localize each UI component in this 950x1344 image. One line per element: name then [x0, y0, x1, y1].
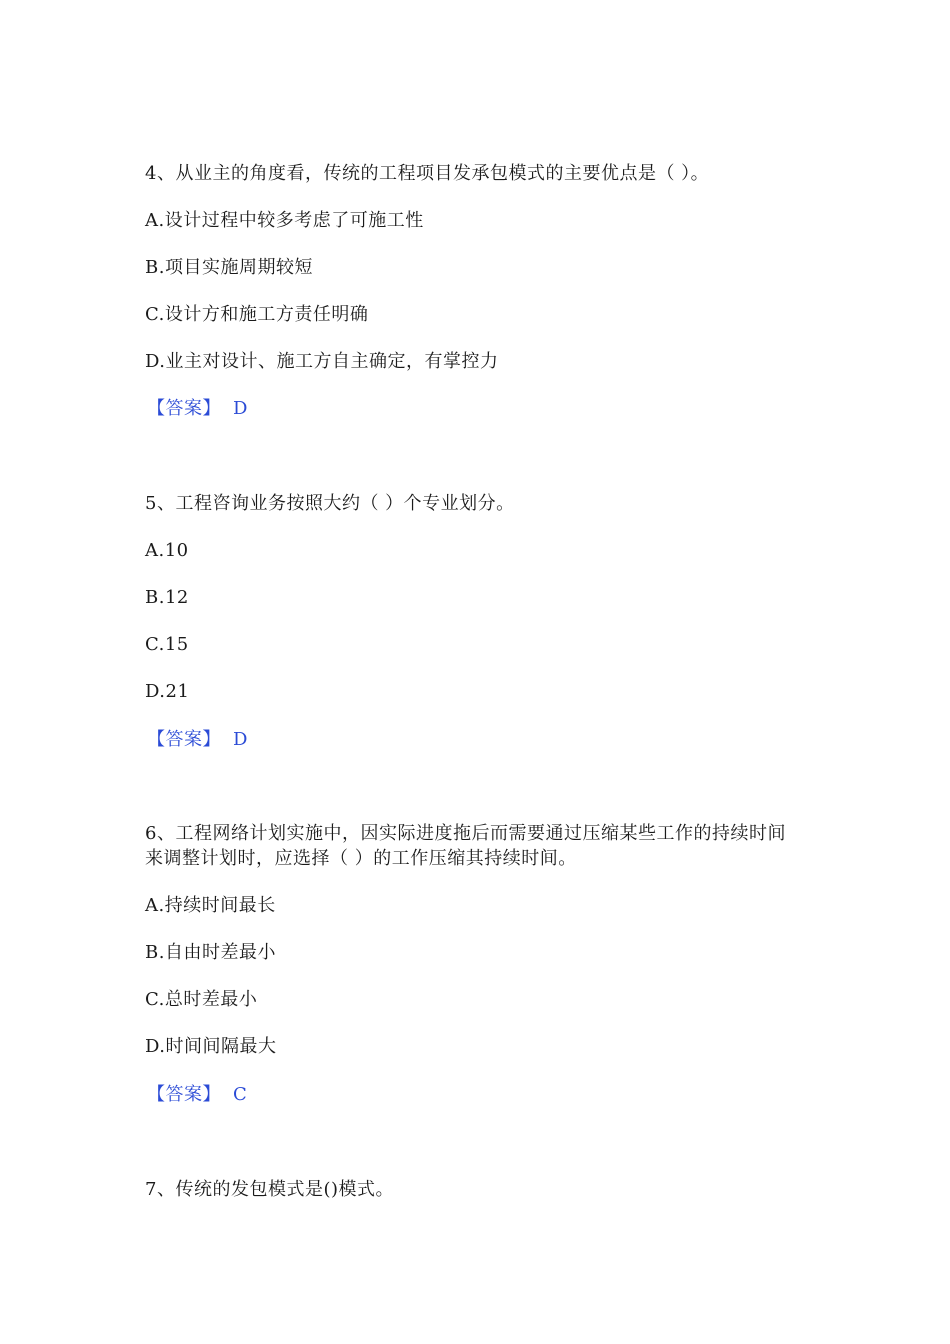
question-5-option-c: C.15	[145, 634, 189, 655]
question-6-answer	[147, 1081, 247, 1109]
question-6-stem-line-1: 6、工程网络计划实施中，因实际进度拖后而需要通过压缩某些工作的持续时间	[145, 823, 786, 844]
question-5-option-a: A.10	[145, 540, 189, 561]
question-4-answer	[147, 395, 248, 423]
question-4-option-c: C.设计方和施工方责任明确	[145, 304, 369, 325]
question-5-stem: 5、工程咨询业务按照大约（ ）个专业划分。	[145, 493, 515, 514]
answer-value: D	[233, 398, 248, 419]
question-5-option-b: B.12	[145, 587, 189, 608]
question-4-option-a: A.设计过程中较多考虑了可施工性	[145, 210, 424, 231]
answer-label: 【答案】	[147, 729, 221, 750]
question-6-option-b: B.自由时差最小	[145, 942, 276, 963]
question-5-answer	[147, 726, 248, 754]
question-6-option-a: A.持续时间最长	[145, 895, 276, 916]
question-7-stem: 7、传统的发包模式是()模式。	[145, 1179, 394, 1200]
answer-value: D	[233, 729, 248, 750]
answer-label: 【答案】	[147, 1084, 221, 1105]
answer-value: C	[233, 1084, 248, 1105]
question-6-option-d: D.时间间隔最大	[145, 1036, 277, 1057]
question-6-stem-line-2: 来调整计划时，应选择（ ）的工作压缩其持续时间。	[145, 848, 577, 869]
question-6-option-c: C.总时差最小	[145, 989, 258, 1010]
question-4-option-b: B.项目实施周期较短	[145, 257, 313, 278]
answer-label: 【答案】	[147, 398, 221, 419]
question-4-stem: 4、从业主的角度看，传统的工程项目发承包模式的主要优点是（ ）。	[145, 163, 710, 184]
question-5-option-d: D.21	[145, 681, 190, 702]
question-4-option-d: D.业主对设计、施工方自主确定，有掌控力	[145, 351, 499, 372]
